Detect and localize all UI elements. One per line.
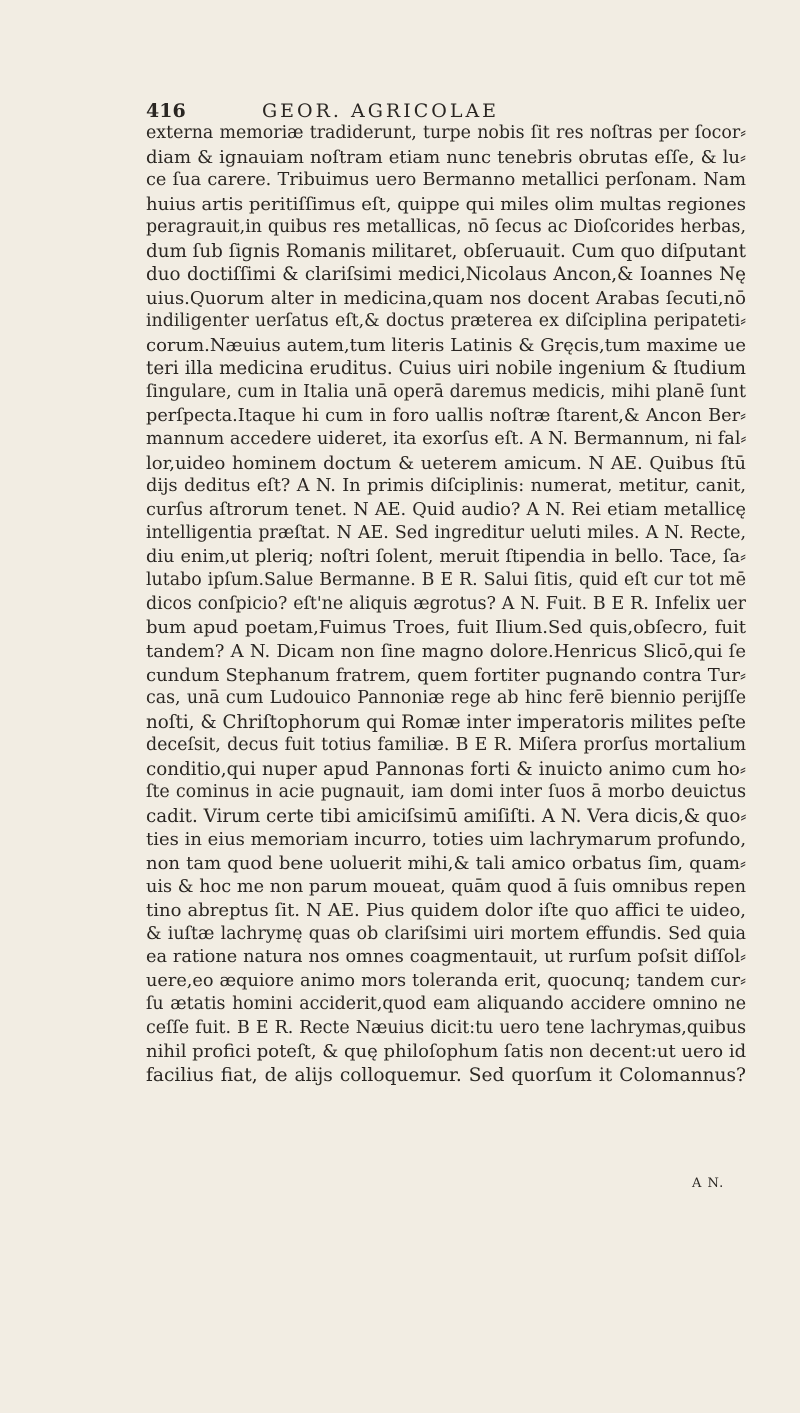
text-line: tandem? A N. Dicam non ſine magno dolore.Henricus Slicō,qui ſe: [146, 641, 746, 663]
text-line: cadit. Virum certe tibi amiciſsimū amiſiſti. A N. Vera dicis,& quo⸗: [146, 805, 746, 827]
text-line: ce ſua carere. Tribuimus uero Bermanno metallici perſonam. Nam: [146, 170, 746, 191]
text-line: ties in eius memoriam incurro, toties uim lachrymarum profundo,: [146, 829, 746, 851]
text-line: tino abreptus ſit. N AE. Pius quidem dolor iſte quo affici te uideo,: [146, 900, 746, 922]
text-line: facilius fiat, de alijs colloquemur. Sed quorſum it Colomannus?: [146, 1064, 746, 1086]
text-line: perſpecta.Itaque hi cum in foro uallis noſtræ ſtarent,& Ancon Ber⸗: [146, 405, 746, 426]
text-line: ſte cominus in acie pugnauit, iam domi inter ſuos ā morbo deuictus: [146, 782, 746, 803]
text-line: peragrauit,in quibus res metallicas, nō ſecus ac Dioſcorides herbas,: [146, 217, 746, 238]
text-line: conditio,qui nuper apud Pannonas forti & inuicto animo cum ho⸗: [146, 758, 746, 780]
text-line: lutabo ipſum.Salue Bermanne. B E R. Salui ſitis, quid eſt cur tot mē: [146, 570, 746, 591]
text-line: bum apud poetam,Fuimus Troes, fuit Ilium.Sed quis,obſecro, fuit: [146, 617, 746, 639]
text-line: huius artis peritiſſimus eſt, quippe qui miles olim multas regiones: [146, 193, 746, 215]
page-number: 416: [146, 100, 186, 122]
text-line: teri illa medicina eruditus. Cuius uiri nobile ingenium & ſtudium: [146, 358, 746, 380]
text-line: diam & ignauiam noſtram etiam nunc tenebris obrutas eſſe, & lu⸗: [146, 146, 746, 168]
text-line: & iuſtæ lachrymę quas ob clariſsimi uiri mortem effundis. Sed quia: [146, 923, 746, 944]
text-line: ſu ætatis homini acciderit,quod eam aliquando accidere omnino ne: [146, 994, 746, 1015]
text-line: intelligentia præſtat. N AE. Sed ingreditur ueluti miles. A N. Recte,: [146, 523, 746, 544]
text-line: ſingulare, cum in Italia unā operā daremus medicis, mihi planē ſunt: [146, 382, 746, 403]
text-line: noſti, & Chriſtophorum qui Romæ inter imperatoris milites peſte: [146, 711, 746, 733]
text-line: ceſſe fuit. B E R. Recte Næuius dicit:tu uero tene lachrymas,quibus: [146, 1017, 746, 1038]
text-line: indiligenter uerſatus eſt,& doctus præterea ex diſciplina peripateti⸗: [146, 311, 746, 332]
text-line: dicos conſpicio? eſt'ne aliquis ægrotus? A N. Fuit. B E R. Infelix uer: [146, 593, 746, 614]
text-line: curſus aſtrorum tenet. N AE. Quid audio? A N. Rei etiam metallicę: [146, 499, 746, 520]
text-line: uere,eo æquiore animo mors toleranda erit, quocunq; tandem cur⸗: [146, 970, 746, 991]
running-head: GEOR. AGRICOLAE: [262, 100, 500, 122]
text-line: uius.Quorum alter in medicina,quam nos docent Arabas ſecuti,nō: [146, 287, 746, 309]
text-line: non tam quod bene uoluerit mihi,& tali amico orbatus ſim, quam⸗: [146, 852, 746, 874]
text-line: diu enim,ut pleriq; noſtri ſolent, meruit ſtipendia in bello. Tace, ſa⸗: [146, 546, 746, 567]
text-line: ea ratione natura nos omnes coagmentauit, ut rurſum poſsit diſſol⸗: [146, 947, 746, 968]
text-line: lor,uideo hominem doctum & ueterem amicum. N AE. Quibus ſtū: [146, 452, 746, 474]
catchword: A N.: [692, 1176, 725, 1191]
text-line: dum ſub ſignis Romanis militaret, obſeruauit. Cum quo diſputant: [146, 240, 746, 262]
body-text: [146, 122, 746, 1087]
text-line: dijs deditus eſt? A N. In primis diſciplinis: numerat, metitur, canit,: [146, 476, 746, 497]
text-line: duo doctiſſimi & clariſsimi medici,Nicolaus Ancon,& Ioannes Nę: [146, 264, 746, 286]
text-line: mannum accedere uideret, ita exorſus eſt. A N. Bermannum, ni fal⸗: [146, 429, 746, 450]
text-line: deceſsit, decus fuit totius familiæ. B E R. Miſera prorſus mortalium: [146, 735, 746, 756]
text-line: nihil profici poteſt, & quę philoſophum ſatis non decent:ut uero id: [146, 1041, 746, 1063]
text-line: cundum Stephanum fratrem, quem fortiter pugnando contra Tur⸗: [146, 664, 746, 686]
text-line: corum.Næuius autem,tum literis Latinis & Gręcis,tum maxime ue: [146, 334, 746, 356]
text-line: cas, unā cum Ludouico Pannoniæ rege ab hinc ferē biennio perijſſe: [146, 688, 746, 709]
text-line: externa memoriæ tradiderunt, turpe nobis ſit res noſtras per ſocor⸗: [146, 123, 746, 143]
text-line: uis & hoc me non parum moueat, quām quod ā ſuis omnibus repen: [146, 876, 746, 897]
